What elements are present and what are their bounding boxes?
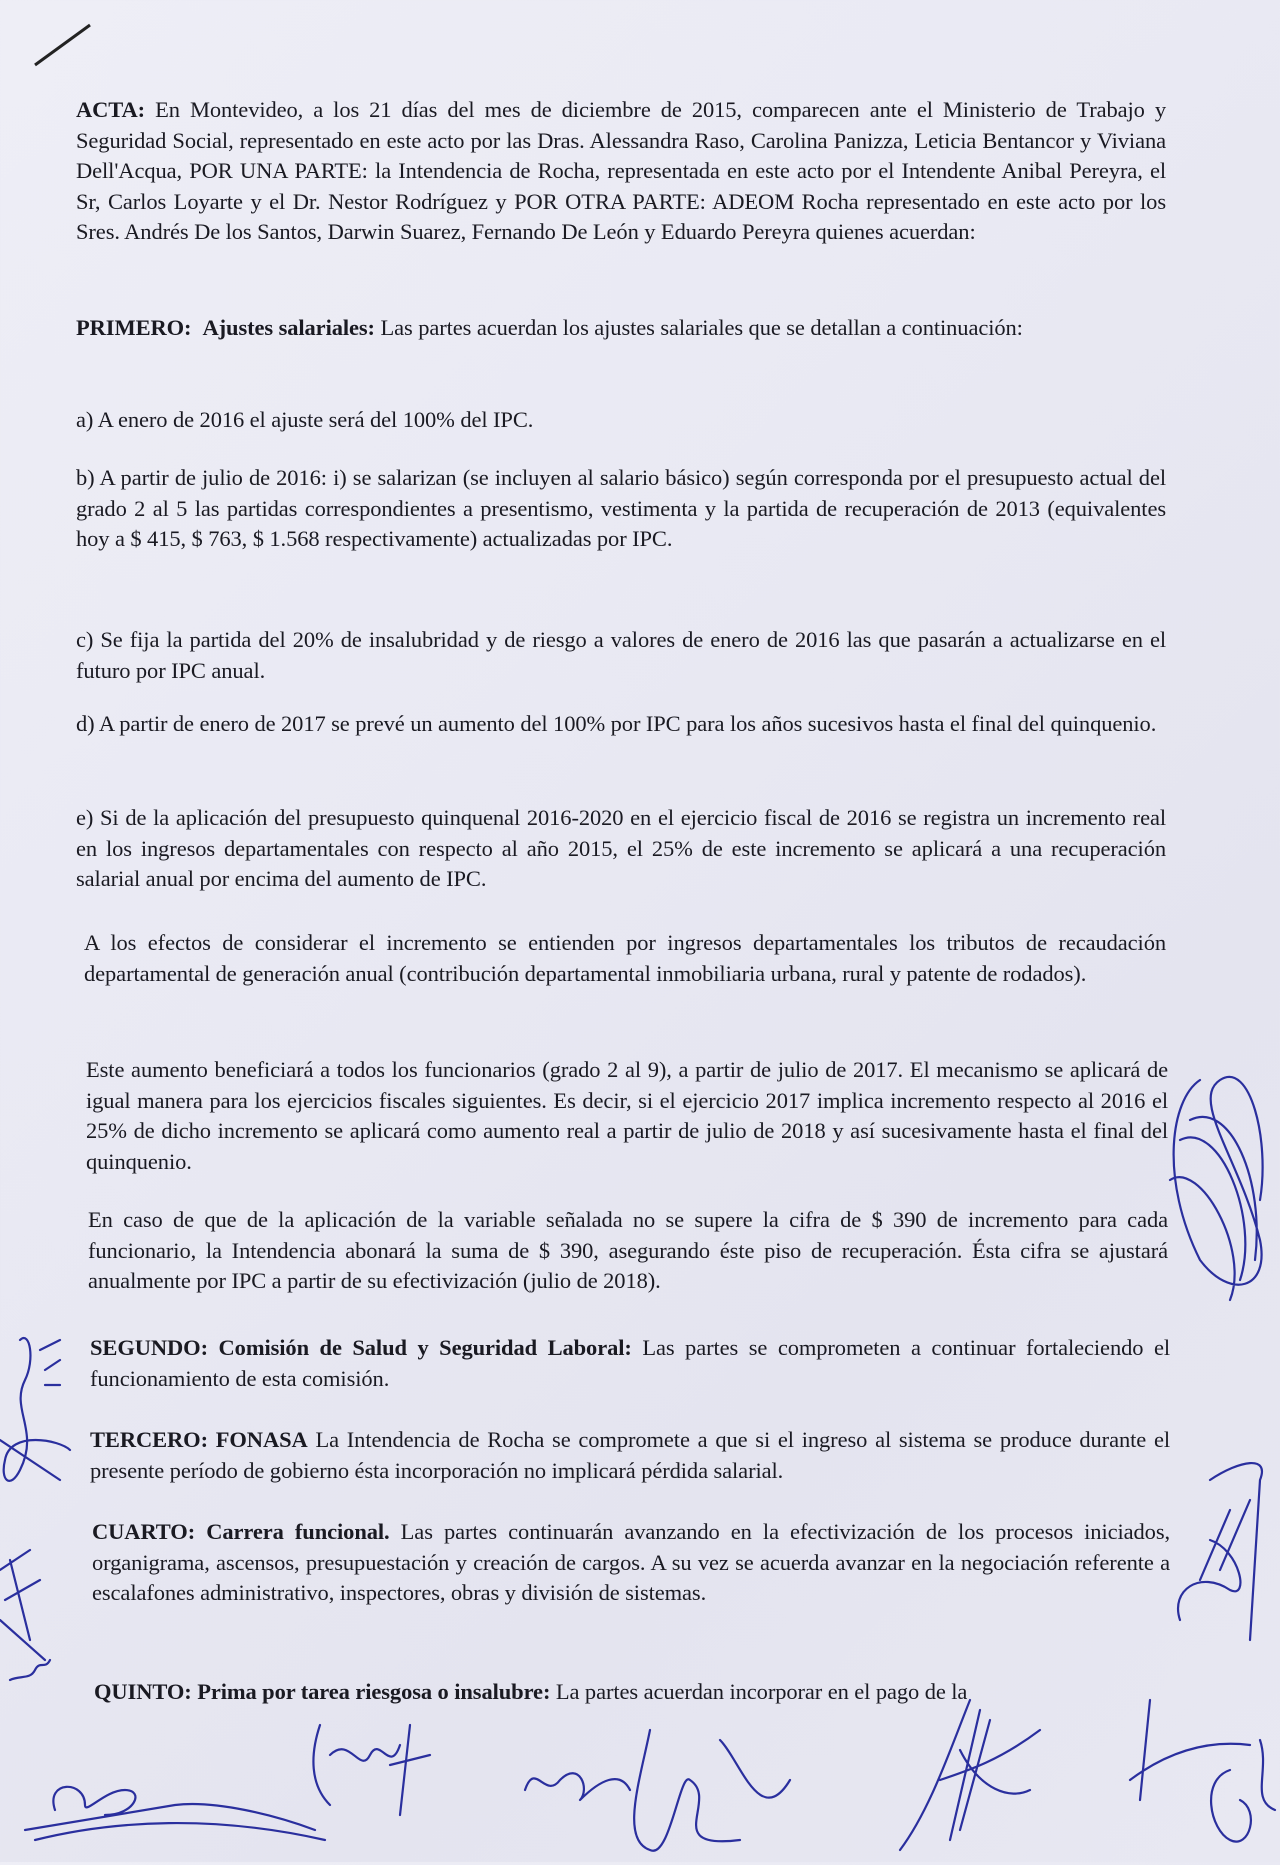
quinto-title: Prima por tarea riesgosa o insalubre: xyxy=(197,1679,551,1704)
signature-bottom-4-icon xyxy=(890,1690,1050,1865)
signature-bottom-2-icon xyxy=(290,1715,440,1830)
segundo-text: Las partes se comprometen a continuar fortaleciendo el funcionamiento de esta comisión. xyxy=(90,1335,1170,1391)
cuarto-paragraph xyxy=(92,1517,1170,1609)
tercero-title: FONASA xyxy=(215,1427,308,1452)
signature-bottom-3-icon xyxy=(520,1720,800,1865)
primero-label: PRIMERO: xyxy=(76,315,192,340)
item-c: c) Se fija la partida del 20% de insalubridad y de riesgo a valores de enero de 2016 las que pasarán a actualizarse en el futuro por IPC anual. xyxy=(76,627,1166,683)
cuarto-text: Las partes continuarán avanzando en la efectivización de los procesos iniciados, organigrama, ascensos, presupuestación y creación de cargos. A su vez se acuerda avanzar en la negociación referente a escalafones administrativo, inspectores, obras y división de sistemas. xyxy=(92,1519,1171,1605)
acta-text: En Montevideo, a los 21 días del mes de diciembre de 2015, comparecen ante el Ministerio de Trabajo y Seguridad Social, representado en este acto por las Dras. Alessandra Raso, Carolina Panizza, Leticia Bentancor y Viviana Dell'Acqua, POR UNA PARTE: la Intendencia de Rocha, representada en este acto por el Intendente Anibal Pereyra, el Sr, Carlos Loyarte y el Dr. Nestor Rodríguez y POR OTRA PARTE: ADEOM Rocha representado en este acto por los Sres. Andrés De los Santos, Darwin Suarez, Fernando De León y Eduardo Pereyra quienes acuerdan: xyxy=(76,97,1166,244)
aumento-paragraph: Este aumento beneficiará a todos los funcionarios (grado 2 al 9), a partir de julio de 2017. El mecanismo se aplicará de igual manera para los ejercicios fiscales siguientes. Es decir, si el ejercicio 2017 implica incremento respecto al 2016 el 25% de dicho incremento se aplicará como aumento real a partir de julio de 2018 y así sucesivamente hasta el final del quinquenio. xyxy=(86,1057,1168,1174)
tercero-text: La Intendencia de Rocha se compromete a que si el ingreso al sistema se produce durante el presente período de gobierno ésta incorporación no implicará pérdida salarial. xyxy=(90,1427,1170,1483)
cuarto-title: Carrera funcional. xyxy=(206,1519,390,1544)
segundo-label: SEGUNDO: xyxy=(90,1335,208,1360)
signature-bottom-1-icon xyxy=(15,1760,345,1855)
quinto-label: QUINTO: xyxy=(94,1679,192,1704)
primero-paragraph xyxy=(76,313,1166,344)
item-a: a) A enero de 2016 el ajuste será del 100% del IPC. xyxy=(76,407,534,432)
corner-pen-mark-icon xyxy=(30,20,100,70)
en-caso-paragraph: En caso de que de la aplicación de la variable señalada no se supere la cifra de $ 390 de incremento para cada funcionario, la Intendencia abonará la suma de $ 390, asegurando éste piso de recuperación. Ésta cifra se ajustará anualmente por IPC a partir de su efectivización (julio de 2018). xyxy=(88,1207,1168,1293)
efectos-paragraph: A los efectos de considerar el incremento se entienden por ingresos departamentales los tributos de recaudación departamental de generación anual (contribución departamental inmobiliaria urbana, rural y patente de rodados). xyxy=(84,930,1166,986)
quinto-text: La partes acuerdan incorporar en el pago de la xyxy=(550,1679,968,1704)
primero-title: Ajustes salariales: xyxy=(202,315,375,340)
acta-label: ACTA: xyxy=(76,97,146,122)
primero-text: Las partes acuerdan los ajustes salariales que se detallan a continuación: xyxy=(374,315,1023,340)
signature-right-bottom-icon xyxy=(1170,1450,1280,1655)
item-b: b) A partir de julio de 2016: i) se salarizan (se incluyen al salario básico) según corresponda por el presupuesto actual del grado 2 al 5 las partidas correspondientes a presentismo, vestimenta y la partida de recuperación de 2013 (equivalentes hoy a $ 415, $ 763, $ 1.568 respectivamente) actualizadas por IPC. xyxy=(76,465,1166,551)
cuarto-label: CUARTO: xyxy=(92,1519,196,1544)
tercero-paragraph xyxy=(90,1425,1170,1486)
signature-left-mtss-icon xyxy=(0,1330,80,1505)
signature-right-scribble-icon xyxy=(1160,1060,1280,1325)
signature-left-mrd-icon xyxy=(0,1540,60,1705)
segundo-paragraph xyxy=(90,1333,1170,1394)
item-d: d) A partir de enero de 2017 se prevé un aumento del 100% por IPC para los años sucesivos hasta el final del quinquenio. xyxy=(76,711,1157,736)
tercero-label: TERCERO: xyxy=(90,1427,208,1452)
quinto-paragraph xyxy=(94,1677,1172,1708)
acta-paragraph xyxy=(76,95,1166,248)
signature-right-eduardo-icon xyxy=(1110,1680,1280,1865)
item-e: e) Si de la aplicación del presupuesto quinquenal 2016-2020 en el ejercicio fiscal de 2016 se registra un incremento real en los ingresos departamentales con respecto al año 2015, el 25% de este incremento se aplicará a una recuperación salarial anual por encima del aumento de IPC. xyxy=(76,805,1166,891)
segundo-title: Comisión de Salud y Seguridad Laboral: xyxy=(218,1335,632,1360)
